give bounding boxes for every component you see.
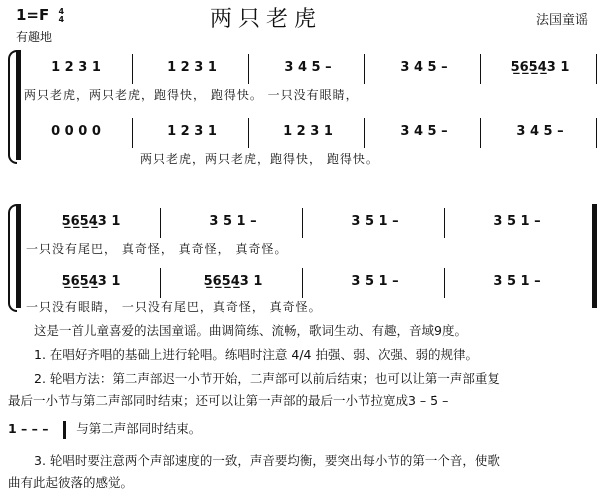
voice-2-notes: [0, 124, 606, 140]
paragraph-tip-3-line-2: 曲有此起彼落的感觉。: [8, 475, 134, 490]
composer: 法国童谣: [536, 13, 589, 28]
paragraph-tip-3-line-1: 3. 轮唱时要注意两个声部速度的一致，声音要均衡，要突出每小节的第一个音，使歌: [34, 453, 500, 468]
measure: 1 2 3 1: [51, 60, 101, 75]
measure: 3 4 5 –: [516, 124, 564, 139]
measure: 5̲6̲5̲4̲3 1: [61, 214, 121, 229]
voice-1-notes: [0, 60, 606, 76]
paragraph-intro: 这是一首儿童喜爱的法国童谣。曲调简练、流畅，歌词生动、有趣，音域9度。: [34, 323, 467, 338]
measure: 1 2 3 1: [283, 124, 333, 139]
voice-2-notes: [0, 274, 606, 290]
measure: 3 5 1 –: [351, 274, 399, 289]
measure: 0 0 0 0: [51, 124, 101, 139]
end-bar-inline: [63, 421, 66, 439]
measure: 3 4 5 –: [400, 60, 448, 75]
voice-1-lyrics: 一只没有尾巴， 真奇怪， 真奇怪， 真奇怪。: [26, 242, 288, 256]
paragraph-tip-2-line-1: 2. 轮唱方法：第二声部迟一小节开始，二声部可以前后结束；也可以让第一声部重复: [34, 371, 500, 386]
tempo-marking: 有趣地: [16, 30, 53, 44]
measure: 3 4 5 –: [284, 60, 332, 75]
measure: 1 2 3 1: [167, 60, 217, 75]
song-title: 两只老虎: [210, 7, 323, 32]
measure: 3 5 1 –: [493, 214, 541, 229]
voice-1-notes: [0, 214, 606, 230]
measure: 5̲6̲5̲4̲3 1: [203, 274, 263, 289]
measure: 3 5 1 –: [351, 214, 399, 229]
voice-2-lyrics: 一只没有眼睛， 一只没有尾巴，真奇怪， 真奇怪。: [26, 300, 322, 314]
measure: 1 2 3 1: [167, 124, 217, 139]
paragraph-tip-1: 1. 在唱好齐唱的基础上进行轮唱。练唱时注意 4/4 拍强、弱、次强、弱的规律。: [34, 347, 478, 362]
voice-2-lyrics: 两只老虎，两只老虎，跑得快， 跑得快。: [140, 152, 379, 166]
measure: 3 5 1 –: [493, 274, 541, 289]
time-signature: 4 4: [58, 6, 65, 24]
measure: 3 4 5 –: [400, 124, 448, 139]
voice-1-lyrics: 两只老虎，两只老虎，跑得快， 跑得快。 一只没有眼睛，: [24, 88, 359, 102]
notation-line: [8, 418, 201, 439]
paragraph-tip-2-line-2: 最后一小节与第二声部同时结束；还可以让第一声部的最后一小节拉宽成3 – 5̇ –: [8, 393, 449, 408]
measure: 3 5 1 –: [209, 214, 257, 229]
key-signature: 1=F 4 4: [16, 6, 65, 24]
paragraph-tip-2-line-3: 与第二声部同时结束。: [76, 421, 202, 436]
notation-notes: 1 – – –: [8, 421, 49, 436]
measure: 5̲6̲5̲4̲3 1: [61, 274, 121, 289]
measure: 5̲6̲5̲4̲3 1: [510, 60, 570, 75]
